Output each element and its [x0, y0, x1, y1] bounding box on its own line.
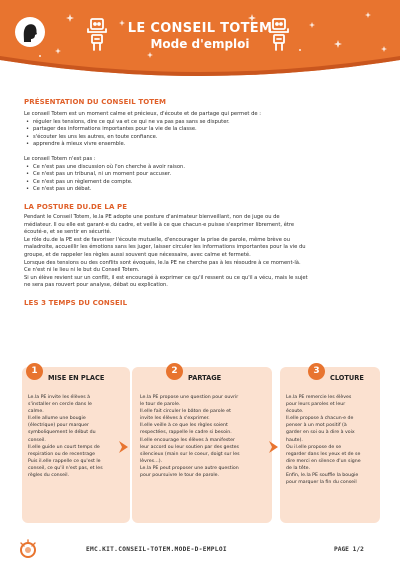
text-line: pour leurs paroles et leur — [286, 402, 346, 408]
text-line: Le.la PE invite les élèves à — [28, 395, 91, 400]
text-line: symboliquement le début du — [28, 430, 96, 436]
text-line: silencieux (main sur le coeur, doigt sur les — [140, 451, 240, 457]
list-item: • Ce n'est pas un débat. — [24, 186, 382, 194]
text-line: haute). — [286, 437, 303, 443]
text-line: conseil, ce qu'il n'est pas, et les — [28, 465, 103, 471]
step-card-1 — [22, 367, 130, 523]
step-card-2 — [132, 367, 272, 523]
text-line: Il.elle guide un court temps de — [28, 444, 100, 450]
text-line: calme. — [28, 409, 44, 415]
title: LE CONSEIL TOTEM — [127, 21, 273, 36]
text-line: respiration ou de recentrage — [28, 451, 96, 457]
text-line: écouté·e, et se sentir en sécurité. — [24, 229, 112, 236]
list-item: • partager des informations importantes pour la vie de la classe. — [24, 126, 382, 134]
section-heading-steps: LES 3 TEMPS DU CONSEIL — [24, 298, 128, 307]
text-line: pour poursuivre le tour de parole. — [140, 473, 219, 479]
list-item: • Ce n'est pas un règlement de compte. — [24, 179, 382, 187]
list-item: • réguler les tensions, dire ce qui va et ce qui ne va pas pas sans se disputer. — [24, 119, 382, 127]
text-line: conseil. — [28, 437, 46, 443]
presentation-intro: Le conseil Totem est un moment calme et précieux, d'écoute et de partage qui permet de : — [24, 111, 261, 117]
text-line: ne sera pas rouvert pour analyse, débat ou explication. — [24, 282, 168, 289]
text-line: écoute. — [286, 409, 304, 415]
not-list — [24, 164, 382, 194]
text-line: lèvres…). — [140, 458, 163, 464]
step-number: 2 — [166, 363, 183, 380]
text-line: invite les élèves à s'exprimer. — [140, 416, 210, 422]
text-line: respectées, rappelle le cadre si besoin. — [140, 430, 232, 436]
subtitle: Mode d'emploi — [150, 37, 250, 51]
text-line: Il.elle fait circuler le bâton de parole et — [140, 409, 232, 415]
text-line: Ce n'est ni le lieu ni le but du Conseil Totem. — [24, 267, 140, 274]
text-line: regarder dans les yeux et de se — [286, 451, 361, 457]
text-line: Il.elle encourage les élèves à manifester — [140, 437, 235, 443]
text-line: Lorsque des tensions ou des conflits sont évoqués, le.la PE ne cherche pas à les résoudre à ce moment-là. — [24, 259, 301, 266]
list-item: • s'écouter les uns les autres, en toute confiance. — [24, 134, 382, 142]
text-line: Ou il.elle propose de se — [286, 444, 342, 450]
text-line: Le rôle du.de la PE est de favoriser l'écoute mutuelle, d'encourager la prise de parole, même brève ou — [24, 236, 290, 243]
text-line: Le.la PE remercie les élèves — [286, 395, 352, 400]
not-intro: Le conseil Totem n'est pas : — [24, 155, 96, 162]
step-number: 1 — [26, 363, 43, 380]
text-line: Le.la PE propose une question pour ouvrir — [140, 395, 239, 400]
text-line: s'installer en cercle dans le — [28, 402, 92, 408]
list-item: • Ce n'est pas une discussion où l'on cherche à avoir raison. — [24, 164, 382, 172]
list-item: • Ce n'est pas un tribunal, ni un moment pour accuser. — [24, 171, 382, 179]
text-line: Puis il.elle rappelle ce qu'est le — [28, 458, 101, 464]
step-text — [286, 394, 376, 486]
page-title — [0, 21, 400, 52]
step-text — [28, 394, 126, 479]
step-text — [140, 394, 268, 479]
section-heading-presentation: PRÉSENTATION DU CONSEIL TOTEM — [24, 98, 167, 106]
posture-text — [24, 214, 382, 290]
text-line: règles du conseil. — [28, 473, 70, 479]
text-line: Si un élève revient sur un conflit, il est encouragé à exprimer ce qu'il ressent ou ce qu'il a vécu, mais le sujet — [24, 274, 308, 281]
text-line: Il.elle veille à ce que les règles soient — [140, 423, 228, 429]
footer-logo-icon — [18, 539, 38, 561]
text-line: dire merci en silence d'un signe — [286, 458, 361, 464]
text-line: médiateur. Il ou elle est garant·e du cadre, et veille à ce que chacun·e puisse s'exprimer librement, être — [24, 221, 295, 228]
footer-page-number: PAGE 1/2 — [334, 546, 364, 553]
text-line: maladroite, accueillir les émotions sans les juger, laisser circuler les informations importantes pour la vie du — [24, 244, 306, 251]
text-line: garder en soi ou à dire à voix — [286, 430, 355, 436]
text-line: groupe, et de rappeler les règles aussi souvent que nécessaire, avec calme et fermeté. — [24, 251, 251, 258]
step-title: MISE EN PLACE — [48, 374, 105, 382]
text-line: leur accord ou leur soutien par des gestes — [140, 444, 239, 450]
header-banner — [0, 0, 400, 82]
arrow-right-icon — [118, 440, 129, 454]
step-title: CLOTURE — [330, 374, 364, 382]
text-line: Enfin, le.la PE souffle la bougie — [286, 473, 359, 479]
text-line: Le.la PE peut proposer une autre question — [140, 465, 239, 471]
text-line: pour marquer la fin du conseil — [286, 480, 357, 486]
text-line: Il.elle allume une bougie — [28, 416, 86, 422]
text-line: le tour de parole. — [140, 402, 181, 408]
text-line: Pendant le Conseil Totem, le.la PE adopte une posture d'animateur bienveillant, non de juge ou de — [24, 213, 280, 220]
text-line: Il.elle propose à chacun·e de — [286, 416, 354, 422]
main-content — [24, 98, 382, 307]
arrow-right-icon — [268, 440, 279, 454]
step-card-3 — [280, 367, 380, 523]
text-line: penser à un mot positif (à — [286, 423, 347, 429]
text-line: de la tête. — [286, 465, 310, 471]
footer-document-code: EMC.KIT.CONSEIL-TOTEM.MODE-D-EMPLOI — [86, 546, 227, 553]
step-title: PARTAGE — [188, 374, 222, 382]
list-item: • apprendre à mieux vivre ensemble. — [24, 141, 382, 149]
presentation-list — [24, 119, 382, 149]
step-number: 3 — [308, 363, 325, 380]
section-heading-posture: LA POSTURE DU.DE LA PE — [24, 202, 128, 211]
text-line: (électrique) pour marquer — [28, 423, 89, 429]
